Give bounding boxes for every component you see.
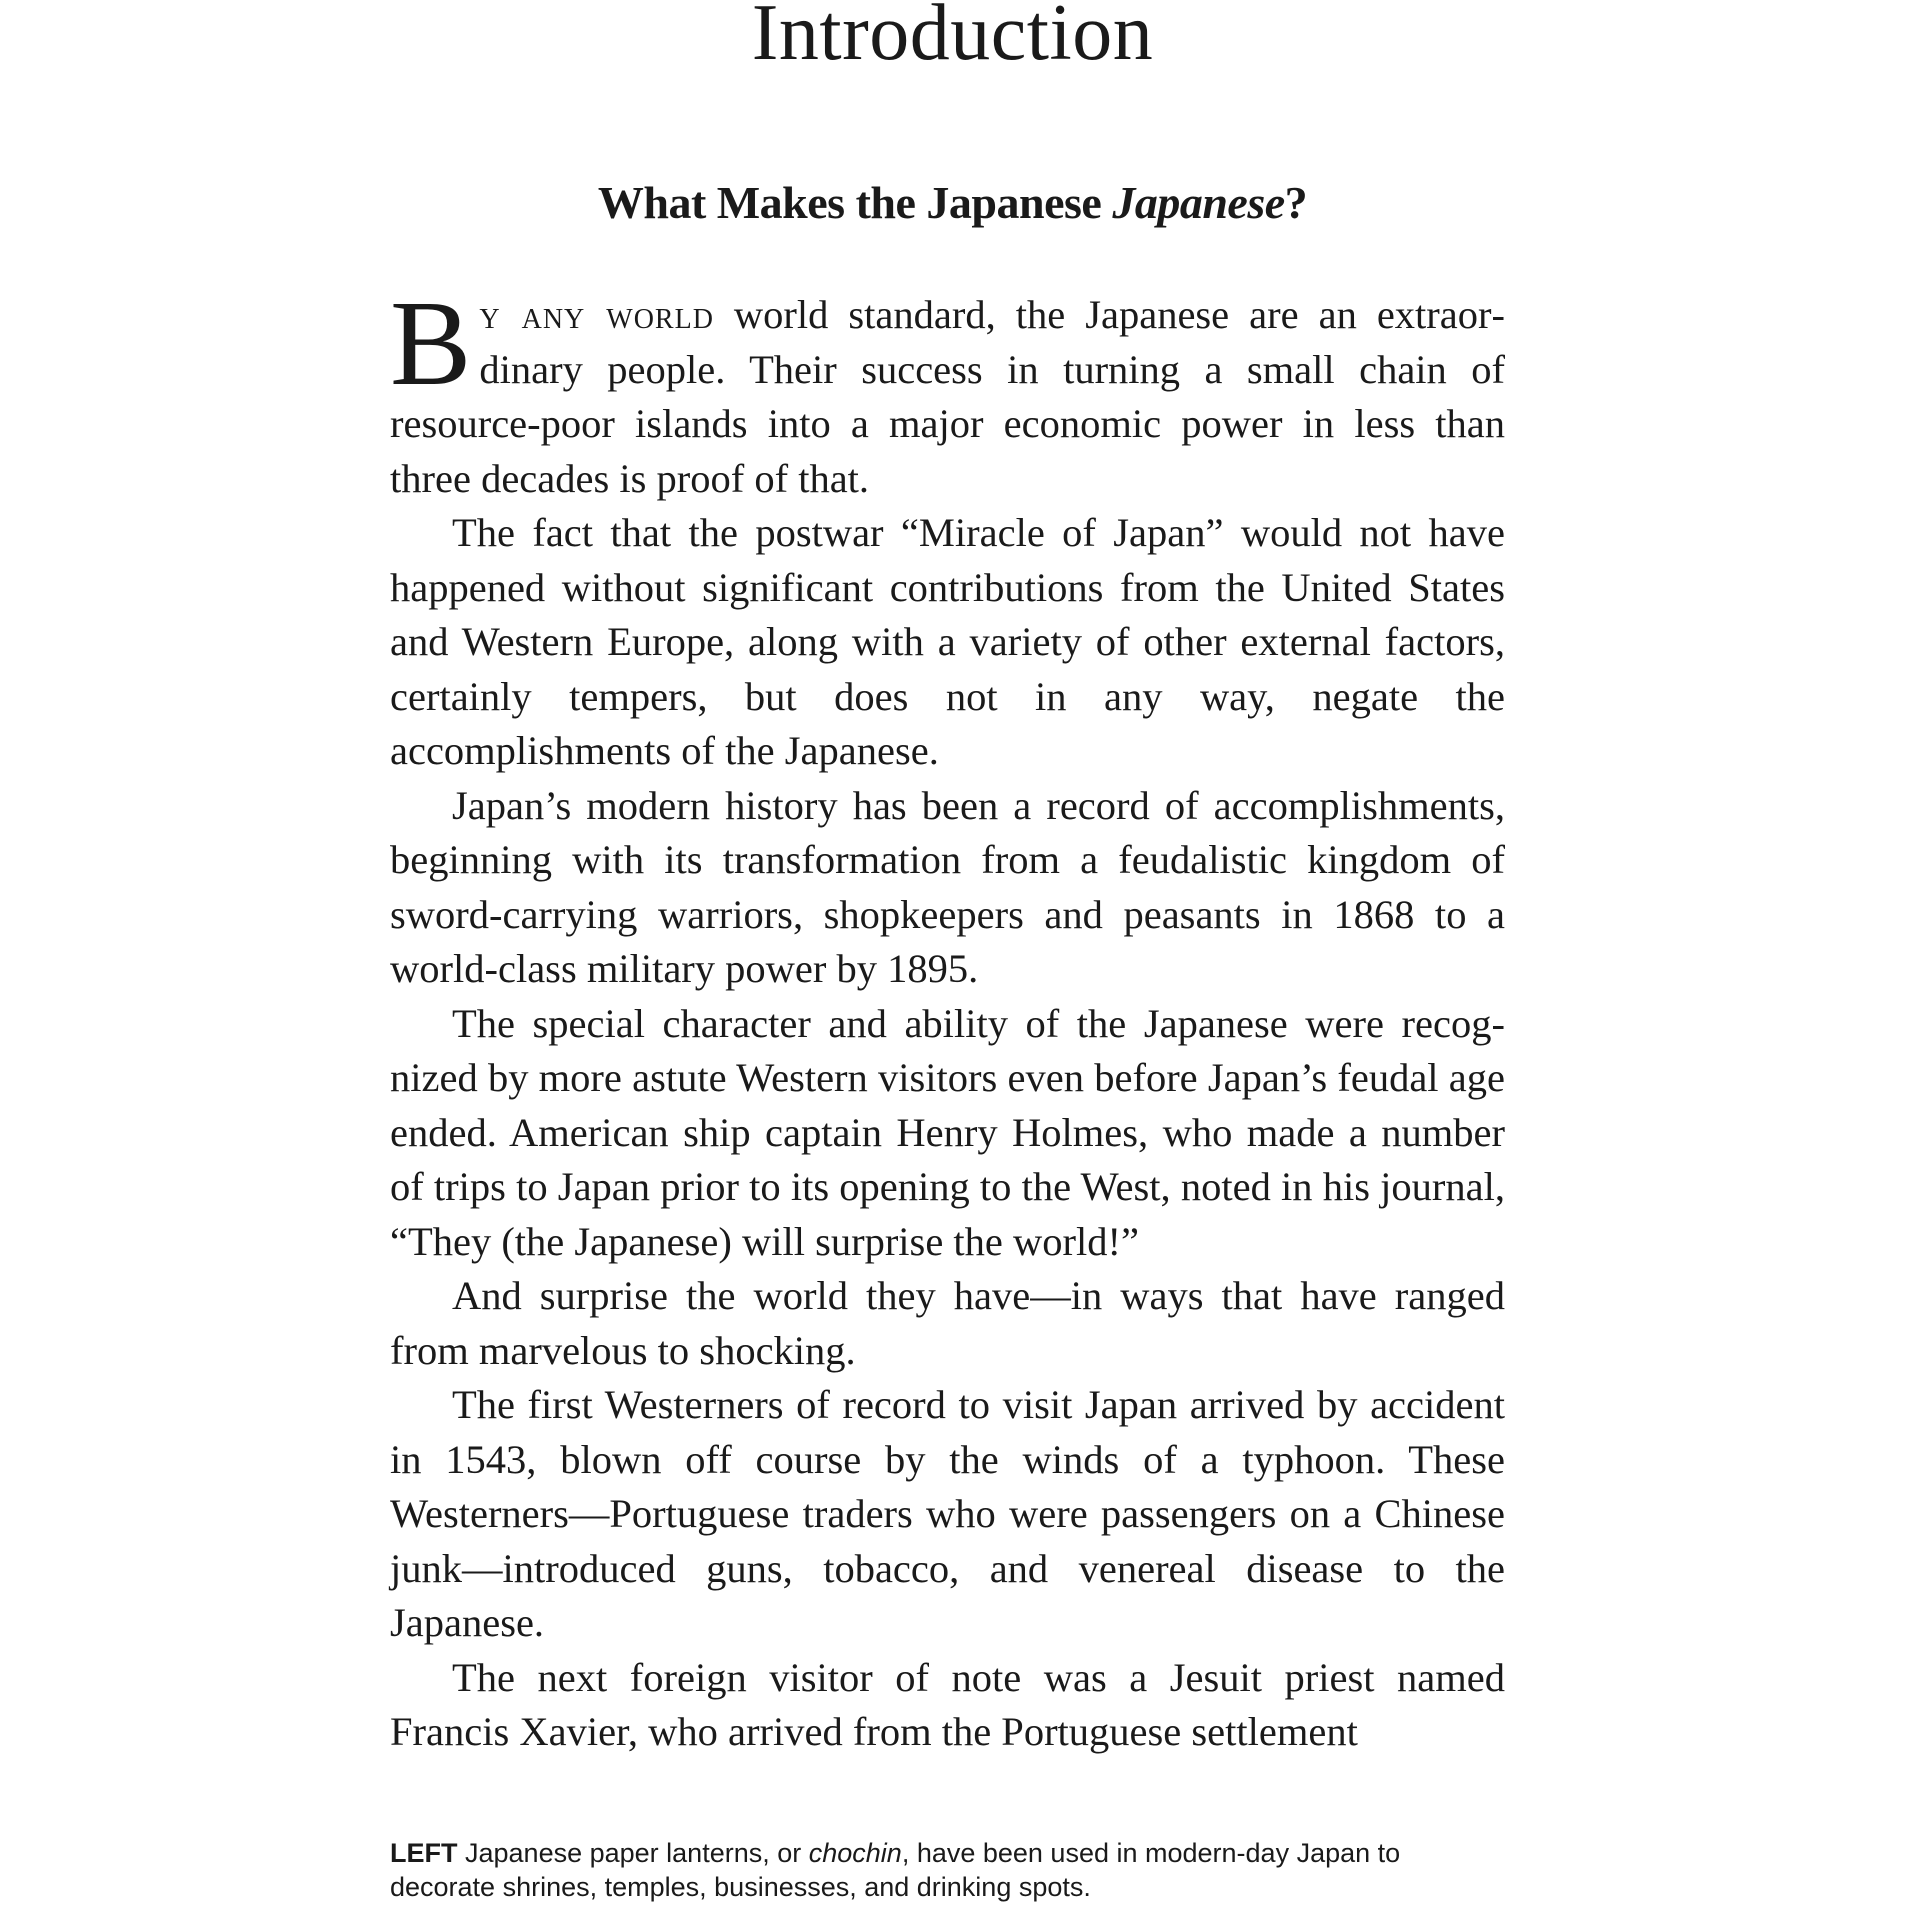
section-heading-punctuation: ? — [1284, 177, 1308, 228]
body-paragraph-2: The fact that the postwar “Miracle of Japan” would not have happened without significant contributions from the United States and Western Europe, along with a variety of other external factors, certainly tempers, but does not in any way, negate the accomplishments of the Japanese. — [390, 510, 1505, 773]
caption-text-end: , have been used in modern-day Japan to decorate shrines, temples, businesses, and drinking spots. — [390, 1838, 1401, 1902]
section-heading-text: What Makes the Japanese — [597, 177, 1113, 228]
caption-text-start: Japanese paper lanterns, or — [457, 1838, 809, 1868]
body-paragraph-3: Japan’s modern history has been a record of accomplishments, beginning with its transformation from a feudalistic kingdom of sword-carrying warriors, shopkeepers and peasants in 1868 to a world-class military power by 1895. — [390, 782, 1505, 991]
body-paragraph-6: The first Westerners of record to visit Japan arrived by accident in 1543, blown off course by the winds of a typhoon. These Westerners—Portuguese traders who were passengers on a Chinese junk—introduced guns, tobacco, and venereal disease to the Japanese. — [390, 1382, 1505, 1645]
section-heading-italic: Japanese — [1112, 177, 1285, 228]
drop-cap: B — [390, 276, 472, 411]
body-text — [390, 276, 1506, 1760]
body-paragraph-1 — [390, 276, 1506, 506]
section-heading — [0, 175, 1905, 231]
lead-small-caps: y any world — [479, 292, 714, 337]
body-paragraph-7: The next foreign visitor of note was a Jesuit priest named Francis Xavier, who arrived from the Portuguese settlement — [390, 1654, 1505, 1754]
body-paragraph-5: And surprise the world they have—in ways that have ranged from marvelous to shocking. — [390, 1273, 1505, 1373]
paragraph-text: world standard, the Japanese are an extraordinary people. Their success in turning a small chain of resource-poor islands into a major economic power in less than three decades is proof of that. — [390, 292, 1506, 501]
caption-italic-term: chochin — [808, 1838, 902, 1868]
body-paragraph-4: The special character and ability of the Japanese were recognized by more astute Western visitors even before Japan’s feudal age ended. American ship captain Henry Holmes, who made a number of trips to Japan prior to its opening to the West, noted in his journal, “They (the Japanese) will surprise the world!” — [390, 1000, 1505, 1264]
caption-label: LEFT — [390, 1838, 458, 1868]
chapter-title: Introduction — [751, 0, 1154, 77]
image-caption — [390, 1836, 1510, 1904]
